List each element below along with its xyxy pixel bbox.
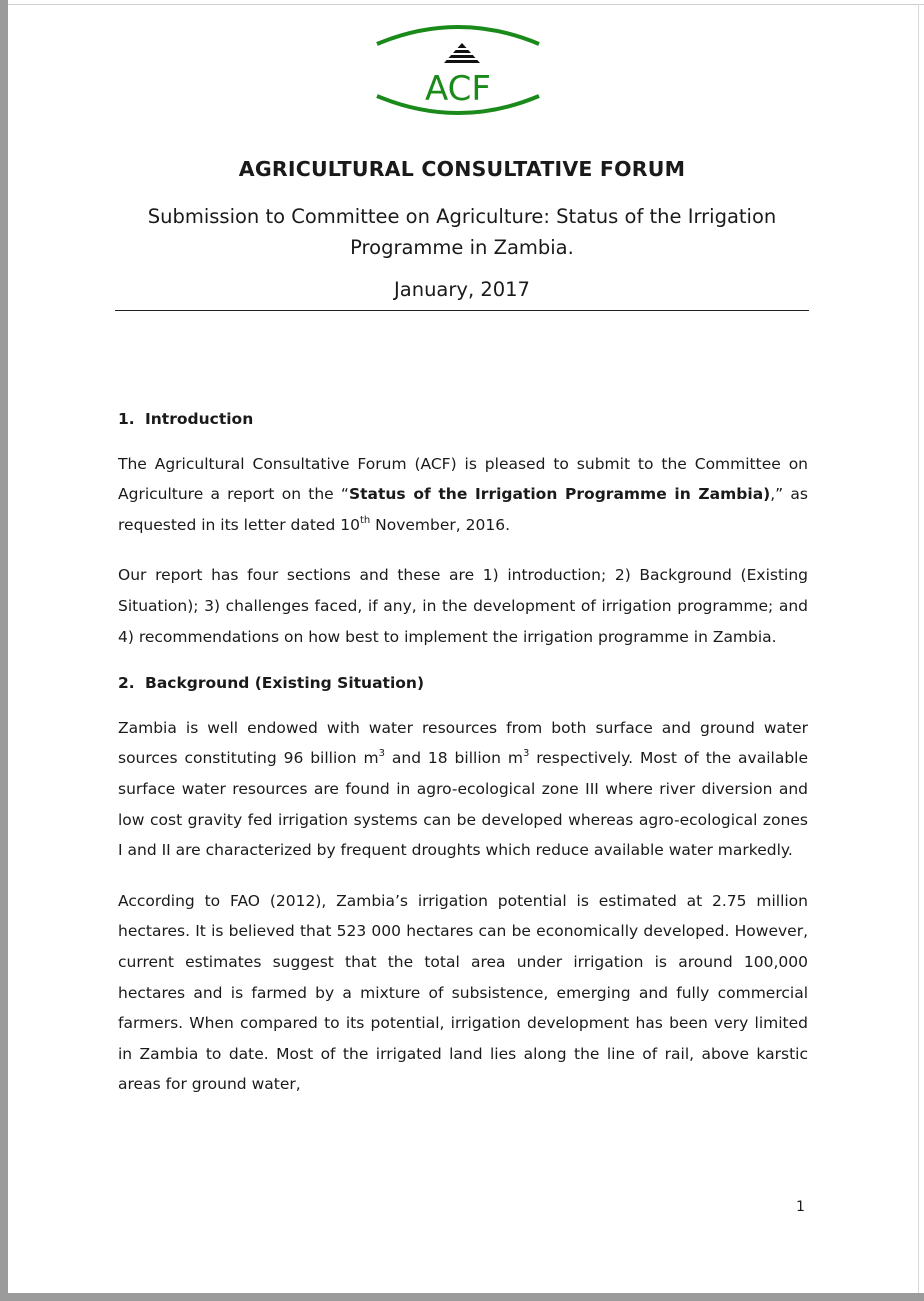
header-divider <box>115 310 809 311</box>
section-title: Background (Existing Situation) <box>145 674 425 693</box>
document-title: AGRICULTURAL CONSULTATIVE FORUM <box>238 157 686 181</box>
section-number: 2. <box>118 674 135 693</box>
section-title: Introduction <box>145 410 254 428</box>
document-body <box>118 404 808 1120</box>
page-frame-top <box>8 4 924 5</box>
logo-text: ACF <box>425 69 491 109</box>
section-number: 1. <box>118 410 135 428</box>
acf-logo <box>372 24 544 116</box>
bg-p1-text-2: and 18 billion m <box>384 749 523 768</box>
intro-p1-text-3: November, 2016. <box>370 515 511 534</box>
unit-superscript: 3 <box>522 748 530 760</box>
background-paragraph-2: According to FAO (2012), Zambia’s irrigation potential is estimated at 2.75 million hectares. It is believed that 523 000 hectares can be economically developed. However, current estimates suggest that the total area under irrigation is around 100,000 hectares and is farmed by a mixture of subsistence, emerging and fully commercial farmers. When compared to its potential, irrigation development has been very limited in Zambia to date. Most of the irrigated land lies along the line of rail, above karstic areas for ground water, <box>118 891 808 1094</box>
page-frame-left <box>0 0 8 1301</box>
document-subtitle: Submission to Committee on Agriculture: Status of the Irrigation Programme in Zambia. <box>147 205 777 259</box>
page-number: 1 <box>796 1199 805 1215</box>
unit-superscript: 3 <box>378 748 385 760</box>
intro-p1-text: The Agricultural Consultative Forum (ACF) is pleased to submit to the Committee on Agriculture a report on the “ <box>118 454 808 504</box>
acf-logo-graphic <box>372 24 544 116</box>
mountain-mark-icon <box>442 43 482 63</box>
page-frame-right <box>918 4 919 1293</box>
ordinal-superscript: th <box>359 514 371 526</box>
section-heading-background <box>118 668 808 699</box>
section-heading-introduction <box>118 404 808 435</box>
intro-paragraph-1 <box>118 449 808 541</box>
bg-p1-text: Zambia is well endowed with water resources from both surface and ground water sources constituting 96 billion m <box>118 718 808 768</box>
intro-paragraph-2: Our report has four sections and these are 1) introduction; 2) Background (Existing Situation); 3) challenges faced, if any, in the development of irrigation programme; and 4) recommendations on how best to implement the irrigation programme in Zambia. <box>118 566 808 646</box>
background-paragraph-1 <box>118 713 808 866</box>
bg-p1-text-3: respectively. Most of the available surface water resources are found in agro-ecological zone III where river diversion and low cost gravity fed irrigation systems can be developed whereas agro-ecological zones I and II are characterized by frequent droughts which reduce available water markedly. <box>118 749 808 860</box>
intro-p1-text-2: ,” as requested in its letter dated 10 <box>118 485 808 534</box>
intro-p1-bold: Status of the Irrigation Programme in Zambia) <box>348 485 771 504</box>
document-date: January, 2017 <box>394 278 530 301</box>
page-frame-bottom <box>0 1293 924 1301</box>
